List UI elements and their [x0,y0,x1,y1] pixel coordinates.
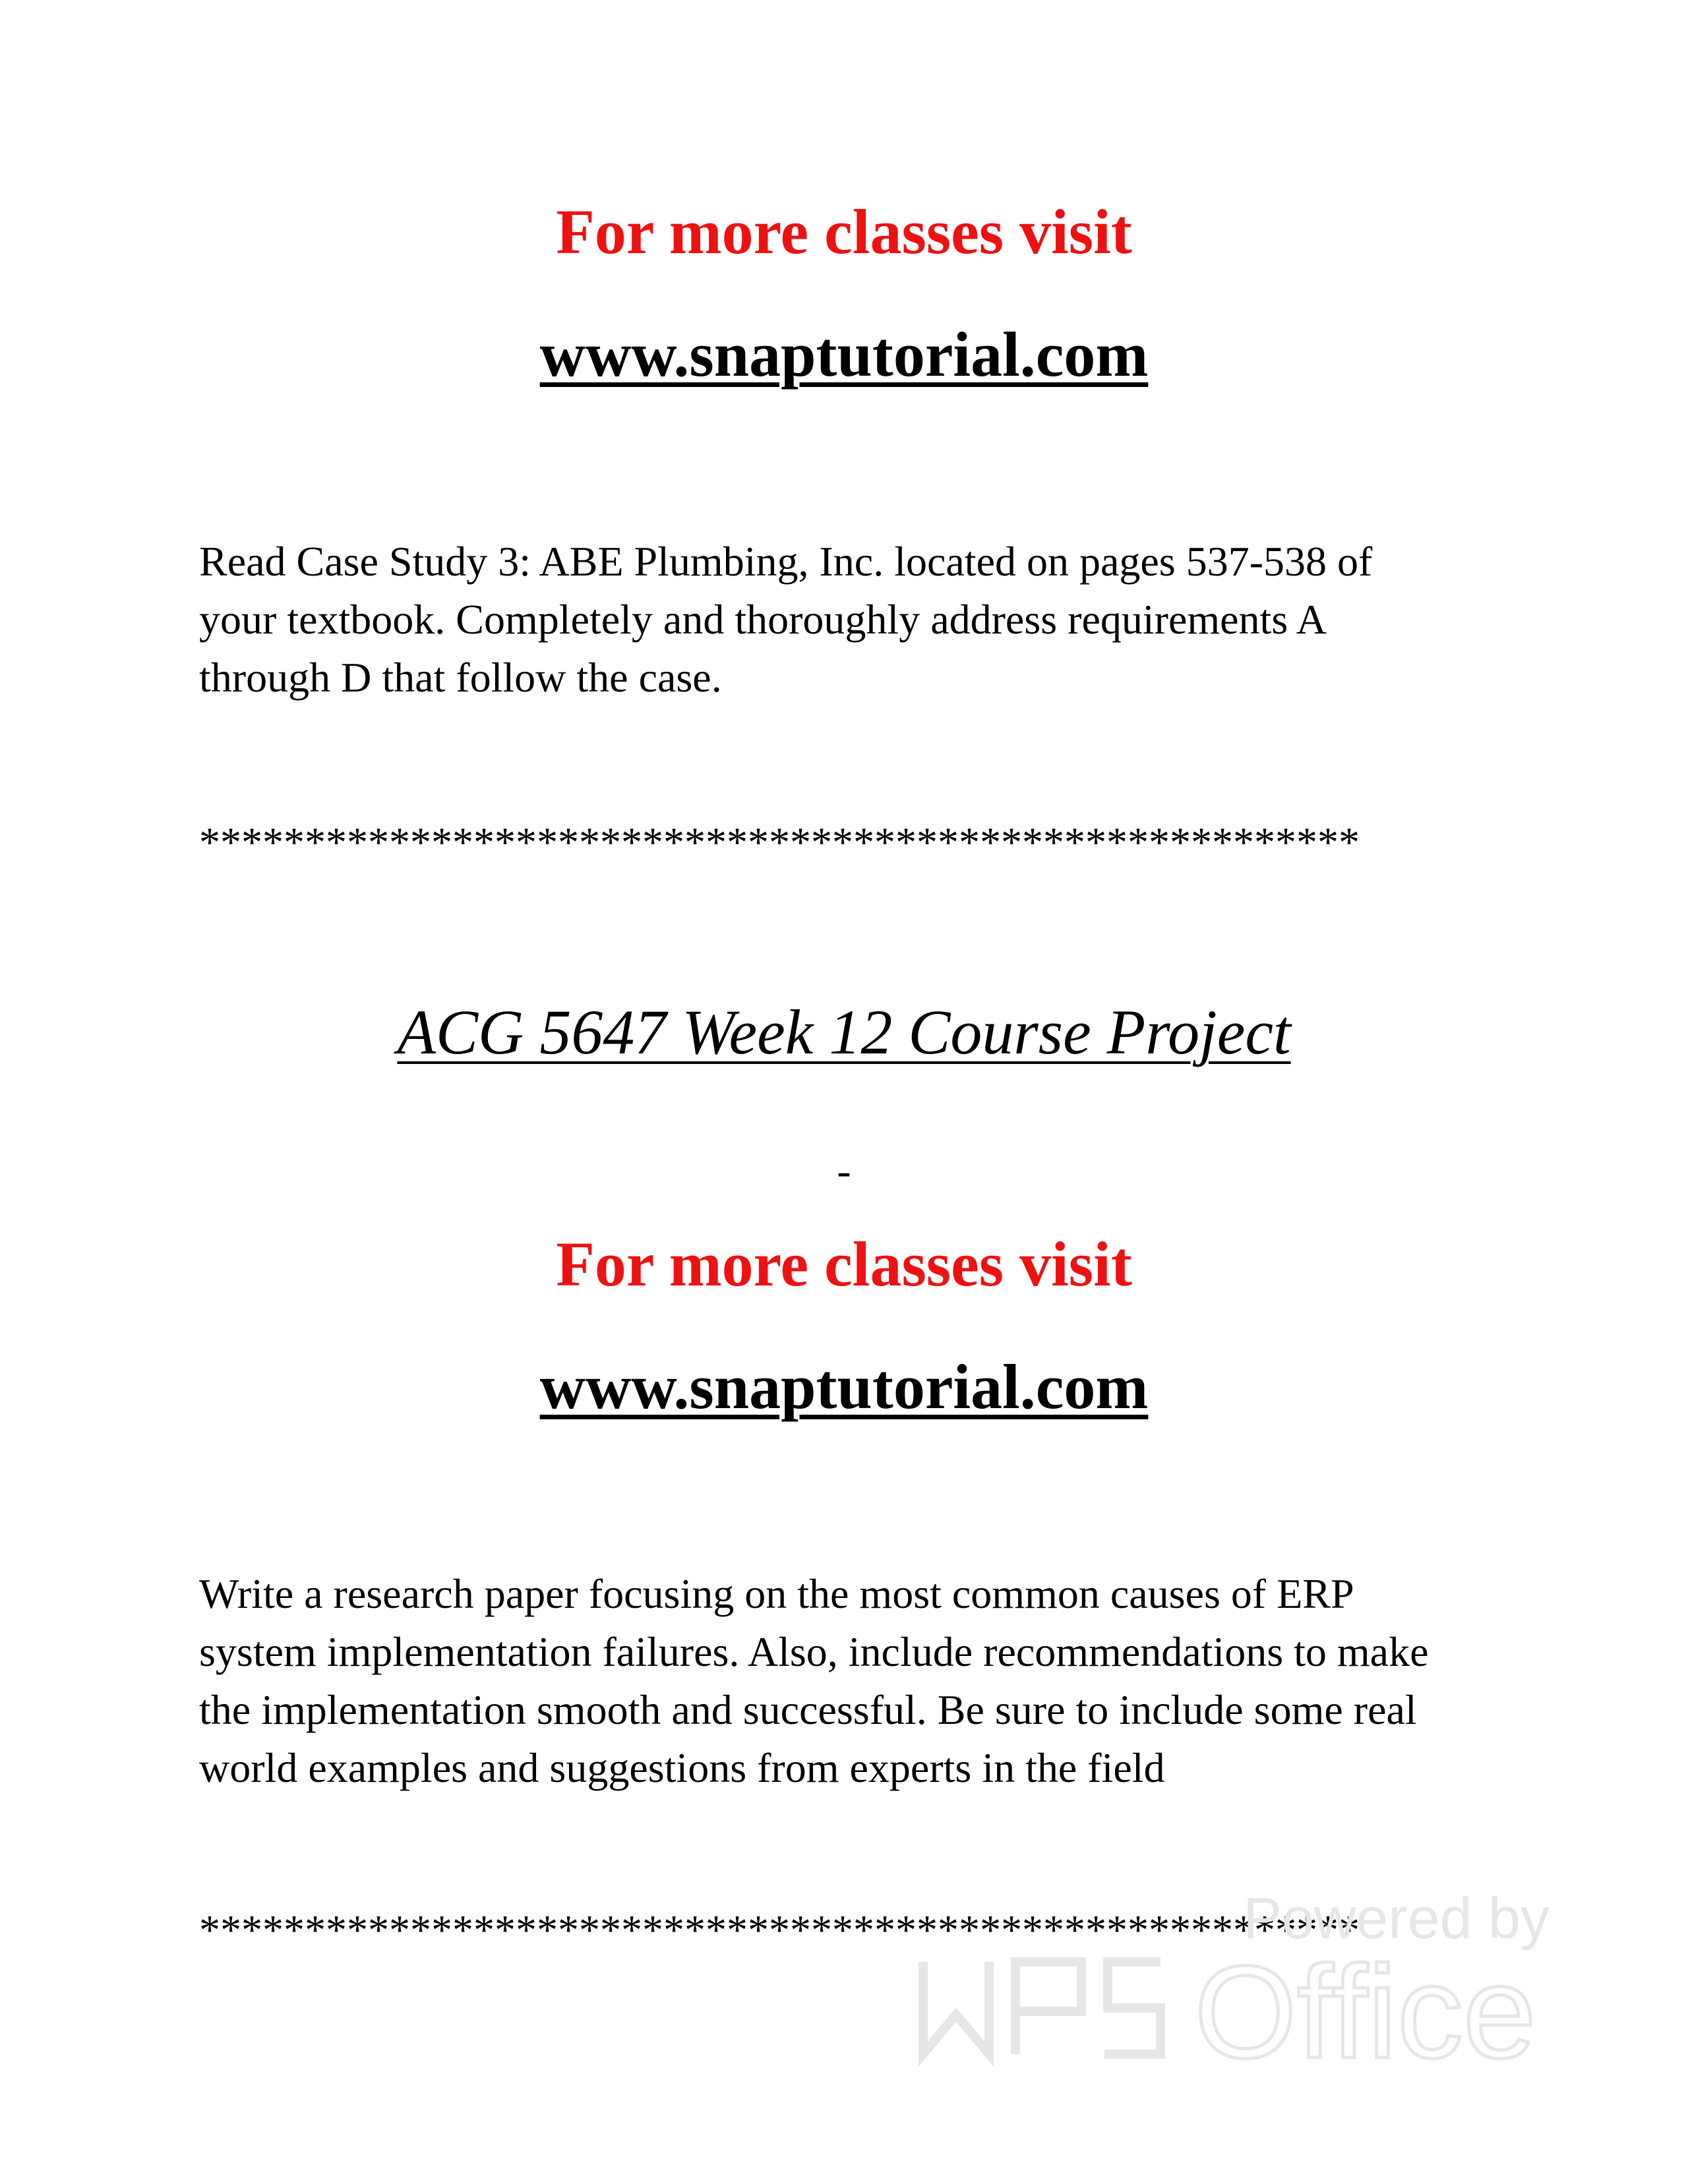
separator-2: ******************************************************* [199,1906,1360,1953]
course-title [0,993,1688,1072]
promo-link-1[interactable] [0,315,1688,394]
wps-office-logo [917,1949,1550,2067]
assignment-1-line: Read Case Study 3: ABE Plumbing, Inc. located on pages 537-538 of [199,538,1373,585]
assignment-2-line: world examples and suggestions from experts in the field [199,1744,1165,1791]
promo-heading-2 [0,1225,1688,1304]
promo-link-2[interactable] [0,1347,1688,1427]
promo-heading-1-text: For more classes visit [556,196,1132,267]
separator-1: ******************************************************* [199,819,1360,866]
logo-s-glyph [1104,1962,1160,2054]
logo-p-glyph [1015,1962,1081,2054]
dash-separator: - [837,1147,851,1194]
promo-heading-2-text: For more classes visit [556,1229,1132,1299]
assignment-2-line: Write a research paper focusing on the most common causes of ERP [199,1570,1354,1617]
wps-office-watermark [917,1885,1550,2070]
watermark-logo-text: Office [1194,1949,1536,2067]
watermark-powered-by: Powered by [1243,1885,1550,1951]
assignment-2-line: system implementation failures. Also, include recommendations to make [199,1628,1429,1675]
assignment-2-line: the implementation smooth and successful. Be sure to include some real [199,1686,1417,1733]
promo-link-2-text[interactable]: www.snaptutorial.com [539,1351,1149,1422]
assignment-2-paragraph [199,1565,1518,1797]
course-title-text: ACG 5647 Week 12 Course Project [397,997,1291,1067]
promo-link-1-text[interactable]: www.snaptutorial.com [539,319,1149,390]
assignment-1-line: through D that follow the case. [199,654,722,701]
promo-heading-1 [0,192,1688,272]
assignment-1-line: your textbook. Completely and thoroughly address requirements A [199,596,1327,643]
logo-w-glyph [923,1962,989,2054]
assignment-1-paragraph [199,533,1518,707]
